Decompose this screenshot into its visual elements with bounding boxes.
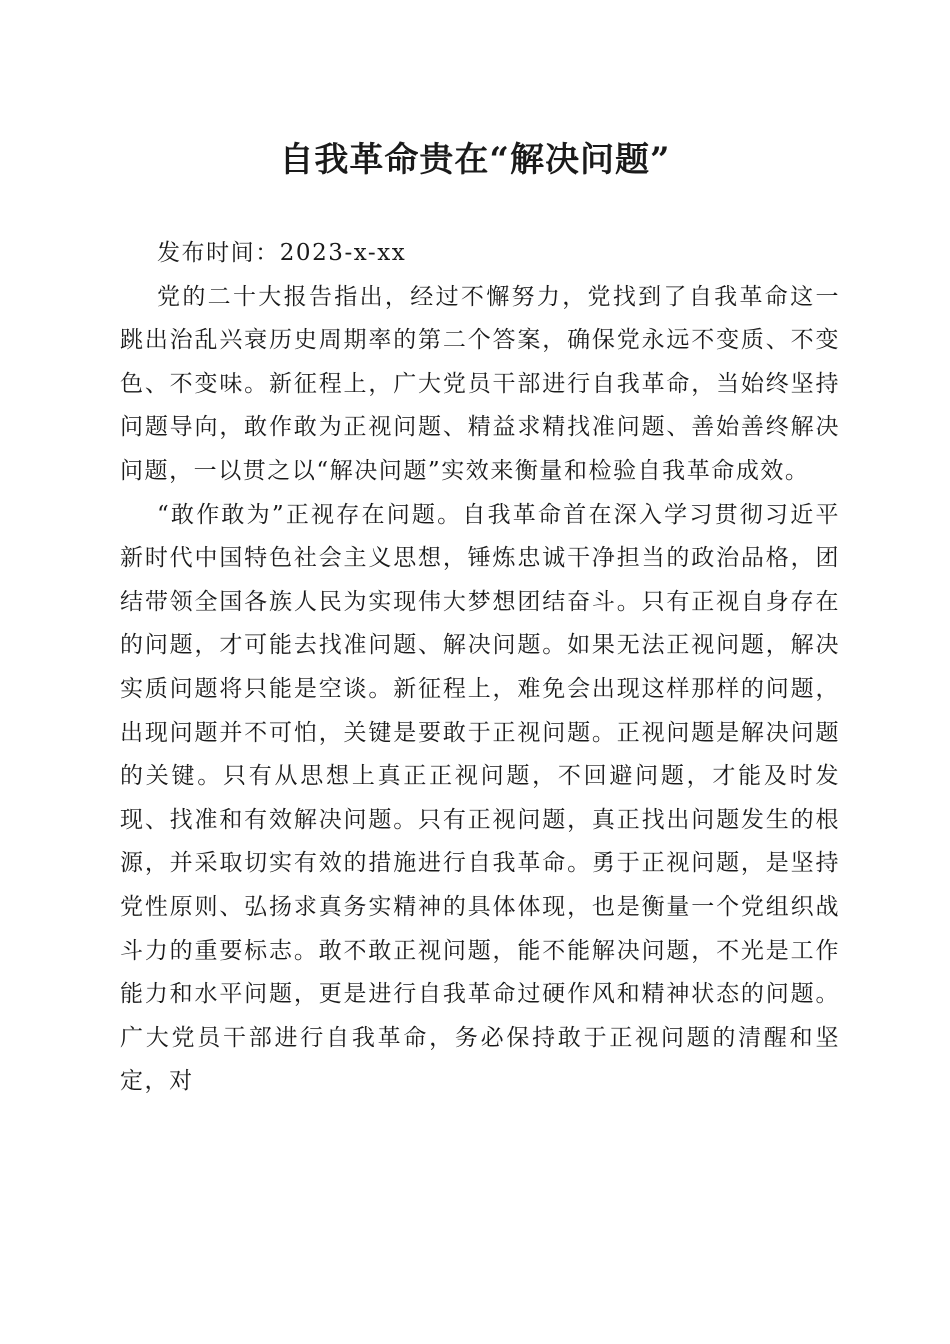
paragraph-intro: 党的二十大报告指出，经过不懈努力，党找到了自我革命这一跳出治乱兴衰历史周期率的第二个答案，确保党永远不变质、不变色、不变味。新征程上，广大党员干部进行自我革命，当始终坚持问题导向，敢作敢为正视问题、精益求精找准问题、善始善终解决问题，一以贯之以“解决问题”实效来衡量和检验自我革命成效。 [120,283,840,484]
document-body [120,232,840,1104]
publish-info [120,232,840,276]
publish-date: 2023-x-xx [279,240,407,266]
publish-label: 发布时间： [157,240,280,266]
paragraph-face-problems: “敢作敢为”正视存在问题。自我革命首在深入学习贯彻习近平新时代中国特色社会主义思想，锤炼忠诚干净担当的政治品格，团结带领全国各族人民为实现伟大梦想团结奋斗。只有正视自身存在的问题，才可能去找准问题、解决问题。如果无法正视问题，解决实质问题将只能是空谈。新征程上，难免会出现这样那样的问题，出现问题并不可怕，关键是要敢于正视问题。正视问题是解决问题的关键。只有从思想上真正正视问题，不回避问题，才能及时发现、找准和有效解决问题。只有正视问题，真正找出问题发生的根源，并采取切实有效的措施进行自我革命。勇于正视问题，是坚持党性原则、弘扬求真务实精神的具体体现，也是衡量一个党组织战斗力的重要标志。敢不敢正视问题，能不能解决问题，不光是工作能力和水平问题，更是进行自我革命过硬作风和精神状态的问题。广大党员干部进行自我革命，务必保持敢于正视问题的清醒和坚定，对 [120,501,840,1095]
document-title: 自我革命贵在“解决问题” [279,140,671,180]
